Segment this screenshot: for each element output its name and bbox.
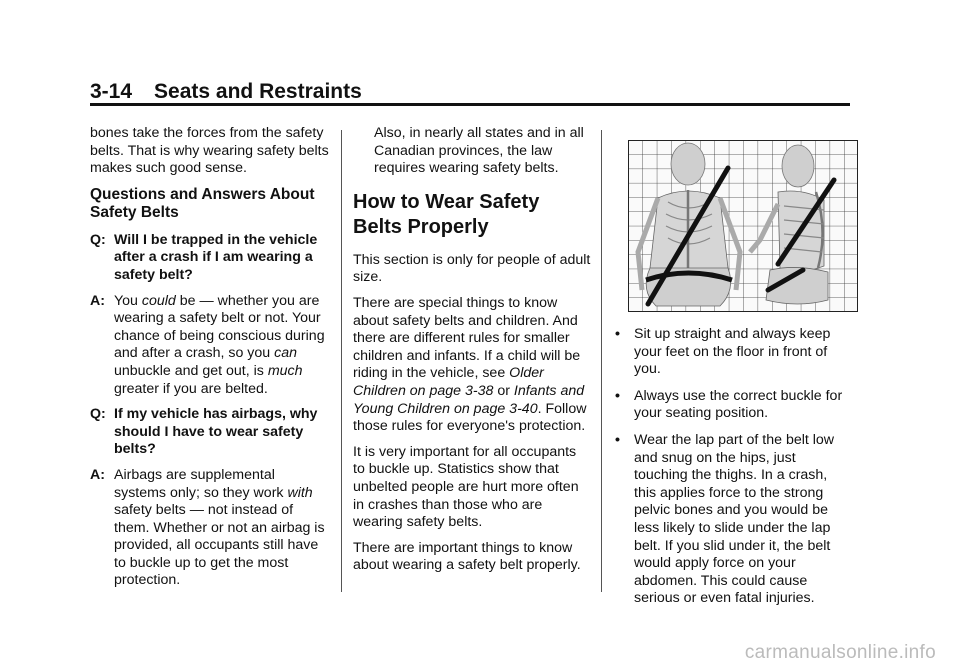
bullet-text: Sit up straight and always keep your feet on the floor in front of you. xyxy=(634,326,831,378)
answer-label: A: xyxy=(90,466,105,483)
section-heading: How to Wear Safety Belts Properly xyxy=(353,190,540,238)
answer-emphasis: much xyxy=(267,362,303,379)
watermark: carmanualsonline.info xyxy=(744,642,936,663)
question-text: Will I be trapped in the vehicle after a crash if I am wearing a safety belt? xyxy=(114,231,318,283)
answer-label: A: xyxy=(90,292,105,309)
answer-text-part: greater if you are belted. xyxy=(114,380,268,397)
answer-text-part: Airbags are supplemental systems only; so they work xyxy=(114,466,288,501)
page-number: 3-14 xyxy=(90,80,133,103)
bullet-text: Always use the correct buckle for your seating position. xyxy=(634,387,843,422)
intro-paragraph: bones take the forces from the safety belts. That is why wearing safety belts makes such good sense. xyxy=(90,125,329,177)
answer-text-part: be — whether you are wearing a safety belt or not. Your chance of being conscious during and after a crash, so you xyxy=(114,292,325,362)
infants-link[interactable]: Infants and Young Children on page 3-40 xyxy=(353,382,585,417)
question-1 xyxy=(90,232,330,285)
header-rule xyxy=(90,103,850,106)
column-3 xyxy=(613,125,853,617)
column-1 xyxy=(90,125,330,598)
answer-emphasis: with xyxy=(287,484,313,501)
answer-text xyxy=(114,467,330,590)
paragraph-text: or xyxy=(493,382,514,399)
question-text: If my vehicle has airbags, why should I have to wear safety belts? xyxy=(114,406,318,458)
column-2 xyxy=(353,125,591,583)
answer-emphasis: could xyxy=(141,292,176,309)
law-paragraph: Also, in nearly all states and in all Canadian provinces, the law requires wearing safety belts. xyxy=(374,125,584,177)
column-divider xyxy=(601,130,602,592)
question-2 xyxy=(90,406,330,459)
answer-text xyxy=(114,293,330,399)
older-children-link[interactable]: Older Children on page 3-38 xyxy=(353,365,544,399)
bullet-glyph: • xyxy=(615,326,620,342)
answer-text-part: unbuckle and get out, is xyxy=(114,362,268,379)
proper-wear-paragraph: There are important things to know about wearing a safety belt properly. xyxy=(353,539,581,574)
column-divider xyxy=(341,130,342,592)
question-label: Q: xyxy=(90,406,106,423)
question-label: Q: xyxy=(90,231,106,248)
answer-2 xyxy=(90,467,330,590)
page-header xyxy=(90,80,362,104)
bullet-glyph: • xyxy=(615,431,620,448)
answer-emphasis: can xyxy=(274,345,297,362)
adult-size-paragraph: This section is only for people of adult size. xyxy=(353,251,591,286)
bullet-glyph: • xyxy=(615,387,620,404)
answer-text-part: safety belts — not instead of them. Whether or not an airbag is provided, all occupants still have to buckle up to get the most protection. xyxy=(114,502,325,589)
bullet-text: Wear the lap part of the belt low and snug on the hips, just touching the thighs. In a crash, this applies force to the strong pelvic bones and you would be less likely to slide under the lap belt. If you slid under it, the belt would apply force on your abdomen. This could cause serious or even fatal injuries. xyxy=(634,431,835,607)
bullet-item xyxy=(613,326,853,379)
bullet-item xyxy=(613,432,853,608)
qa-heading: Questions and Answers About Safety Belts xyxy=(90,185,315,222)
paragraph-text: . Follow those rules for everyone's protection. xyxy=(353,400,587,435)
bullet-item xyxy=(613,388,853,423)
statistics-paragraph: It is very important for all occupants to buckle up. Statistics show that unbelted people are hurt more often in crashes than those who are wearing safety belts. xyxy=(353,443,579,531)
seatbelt-skeleton-illustration xyxy=(628,140,858,312)
chapter-title: Seats and Restraints xyxy=(154,80,362,103)
answer-1 xyxy=(90,293,330,399)
children-paragraph xyxy=(353,295,591,436)
paragraph-text: There are special things to know about safety belts and children. And there are different rules for smaller children and infants. If a child will be riding in the vehicle, see xyxy=(353,294,581,382)
answer-text-part: You xyxy=(114,292,142,309)
